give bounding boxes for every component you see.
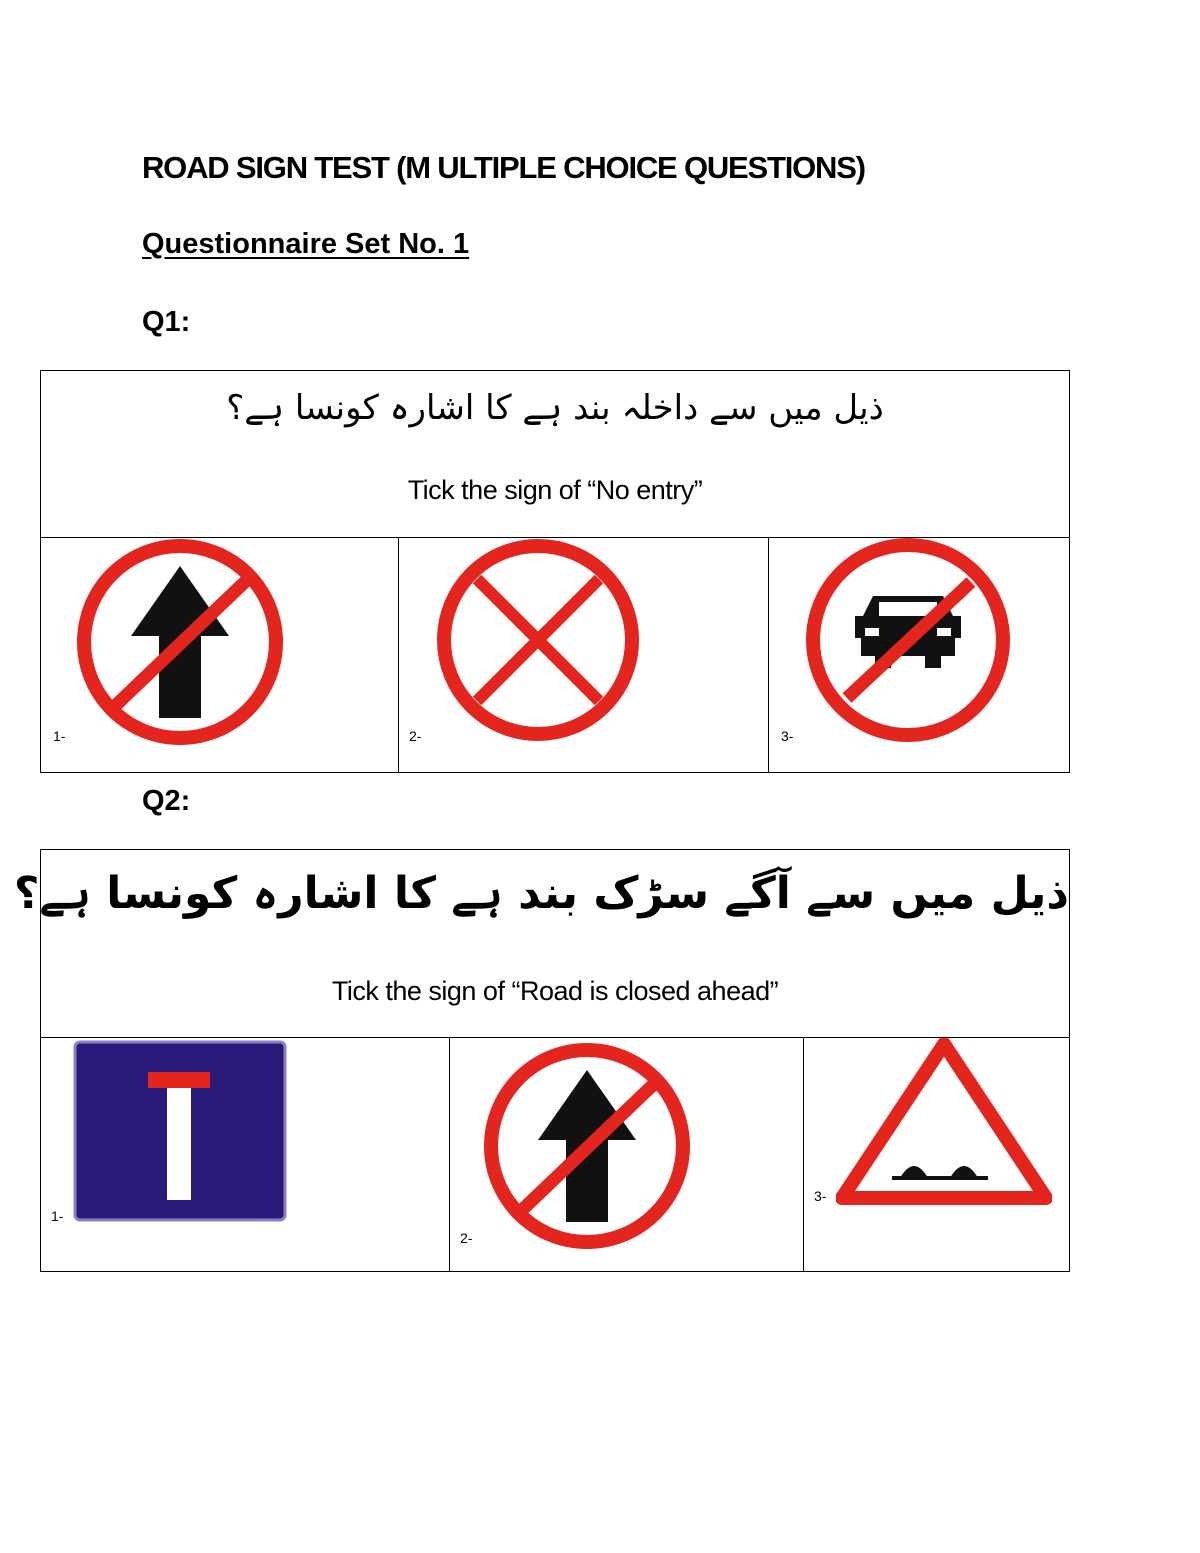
question-2-urdu-text: ذیل میں سے آگے سڑک بند ہے کا اشارہ کونسا ہے؟ — [13, 868, 1069, 919]
question-2-option-3[interactable] — [803, 1038, 1069, 1271]
question-1-option-3-number: 3- — [781, 728, 794, 744]
no-straight-ahead-sign-icon — [71, 538, 289, 748]
questionnaire-subtitle: Questionnaire Set No. 1 — [142, 228, 470, 260]
question-1-option-2-number: 2- — [409, 728, 422, 744]
question-2-label: Q2: — [142, 785, 191, 817]
question-2-option-2[interactable] — [449, 1038, 803, 1271]
question-1-urdu-text: ذیل میں سے داخلہ بند ہے کا اشارہ کونسا ہے؟ — [226, 388, 884, 428]
page-title: ROAD SIGN TEST (M ULTIPLE CHOICE QUESTIONS) — [142, 150, 865, 185]
question-2-option-1-number: 1- — [51, 1208, 64, 1224]
question-2-option-3-number: 3- — [814, 1188, 827, 1204]
speed-bumps-warning-sign-icon — [836, 1038, 1052, 1206]
question-1-box — [40, 370, 1070, 773]
no-motor-vehicles-sign-icon — [801, 538, 1016, 743]
question-2-option-2-number: 2- — [460, 1230, 473, 1246]
question-1-prompt — [41, 371, 1069, 538]
question-2-option-1[interactable] — [41, 1038, 449, 1271]
question-1-option-1[interactable] — [41, 538, 398, 772]
question-1-option-1-number: 1- — [53, 728, 66, 744]
no-straight-ahead-sign-icon — [478, 1042, 696, 1252]
question-1-english-text: Tick the sign of “No entry” — [407, 475, 703, 505]
question-2-english-text: Tick the sign of “Road is closed ahead” — [331, 976, 779, 1006]
question-1-option-3[interactable] — [768, 538, 1069, 772]
question-2-prompt — [13, 850, 1069, 1038]
question-2-options — [41, 1038, 1069, 1271]
dead-end-sign-icon — [73, 1040, 287, 1222]
question-1-options — [41, 538, 1069, 772]
question-2-box — [13, 849, 1070, 1272]
question-1-option-2[interactable] — [398, 538, 768, 772]
no-stopping-sign-icon — [433, 538, 643, 743]
question-1-label: Q1: — [142, 306, 191, 338]
